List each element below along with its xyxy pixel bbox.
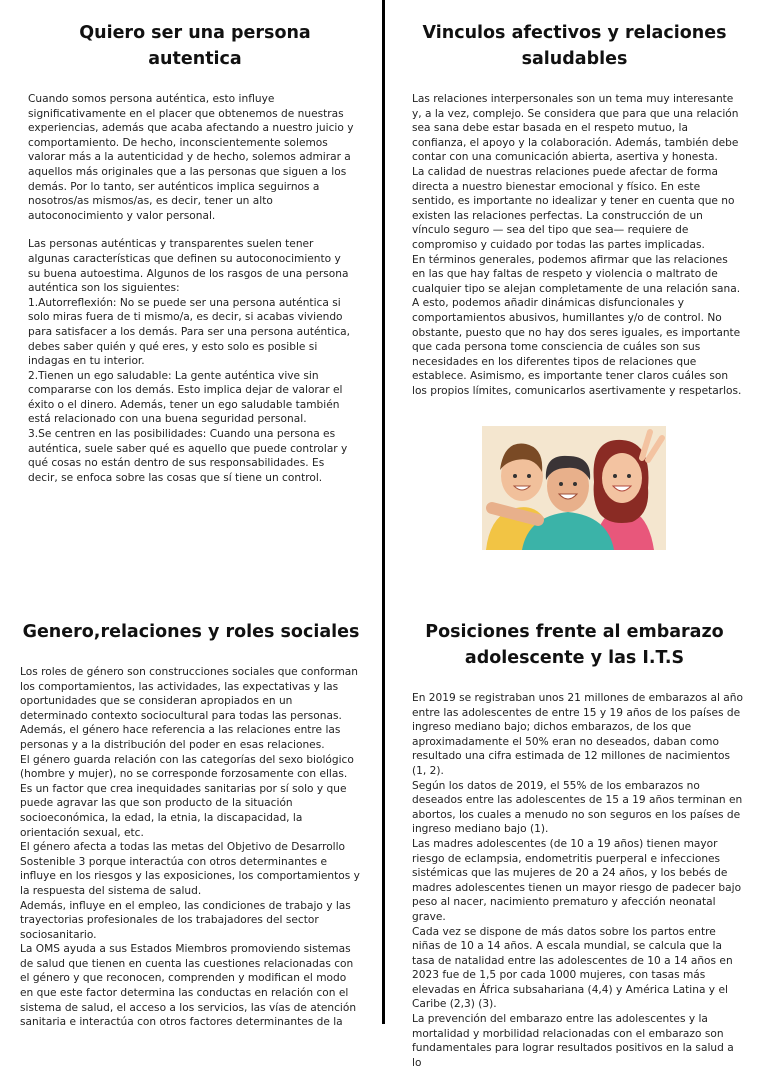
paragraph-body: Las relaciones interpersonales son un tema muy interesante y, a la vez, complejo. Se considera que para que una relación sea sana debe estar basada en el respeto mutuo, la confianza, el apoyo y la colaboración. Además, también debe contar con una comunicación abierta, asertiva y honesta. La calidad de nuestras relaciones puede afectar de forma directa a nuestro bienestar emocional y físico. En este sentido, es importante no idealizar y tener en cuenta que no existen las relaciones perfectas. La construcción de un vínculo seguro — sea del tipo que sea— requiere de compromiso y cuidado por todas las partes implicadas. En términos generales, podemos afirmar que las relaciones en las que hay faltas de respeto y violencia o maltrato de cualquier tipo se alejan completamente de una relación sana. A esto, podemos añadir dinámicas disfuncionales y comportamientos abusivos, humillantes y/o de control. No obstante, puesto que no hay dos seres iguales, es importante que cada persona tome consciencia de cuáles son sus necesidades en los diferentes tipos de relaciones que establece. Asimismo, es importante tener claros cuáles son los propios límites, comunicarlos asertivamente y respetarlos. — [412, 93, 742, 397]
section-gender-roles — [20, 619, 362, 1030]
section-title: Quiero ser una persona autentica — [79, 23, 311, 69]
section-healthy-relationships — [402, 20, 747, 398]
paragraph-body: En 2019 se registraban unos 21 millones de embarazos al año entre las adolescentes de entre 15 y 19 años de los países de ingreso mediano bajo; dichos embarazos, de los que aproximadamente el 50% eran no deseados, daban como resultado una cifra estimada de 12 millones de nacimientos (1, 2). Según los datos de 2019, el 55% de los embarazos no deseados entre las adolescentes de 15 a 19 años terminan en abortos, los cuales a menudo no son seguros en los países de ingreso mediano bajo (1). Las madres adolescentes (de 10 a 19 años) tienen mayor riesgo de eclampsia, endometritis puerperal e infecciones sistémicas que las mujeres de 20 a 24 años, y los bebés de madres adolescentes tienen un mayor riesgo de padecer bajo peso al nacer, nacimiento prematuro y afección neonatal grave. Cada vez se dispone de más datos sobre los partos entre niñas de 10 a 14 años. A escala mundial, se calcula que la tasa de natalidad entre las adolescentes de 10 a 14 años en 2023 fue de 1,5 por cada 1000 mujeres, con tasas más elevadas en África subsahariana (4,4) y América Latina y el Caribe (2,3) (3). La prevención del embarazo entre las adolescentes y la mortalidad y morbilidad relacionadas con el embarazo son fundamentales para lograr resultados positivos en la salud a lo — [412, 692, 743, 1069]
paragraph-traits: Las personas auténticas y transparentes suelen tener algunas características que definen su autoconocimiento y su buena autoestima. Algunos de los rasgos de una persona auténtica son los siguientes: 1.Autorreflexión: No se puede ser una persona auténtica si solo miras fuera de ti mismo/a, es decir, si acabas viviendo para satisfacer a los demás. Para ser una persona auténtica, debes saber quién y qué eres, y esto solo es posible si indagas en tu interior. 2.Tienen un ego saludable: La gente auténtica vive sin compararse con los demás. Esto implica dejar de valorar el éxito o el dinero. Además, tener un ego saludable también está relacionado con una buena seguridad personal. 3.Se centren en las posibilidades: Cuando una persona es auténtica, suele saber qué es aquello que puede controlar y qué cosas no están dentro de sus responsabilidades. Es decir, se enfoca sobre las cosas que sí tiene un control. — [28, 238, 351, 484]
section-title: Genero,relaciones y roles sociales — [22, 622, 360, 642]
paragraph-body: Los roles de género son construcciones sociales que conforman los comportamientos, las actividades, las expectativas y las oportunidades que se consideran apropiados en un determinado contexto sociocultural para todas las personas. Además, el género hace referencia a las relaciones entre las personas y a la distribución del poder en esas relaciones. El género guarda relación con las categorías del sexo biológico (hombre y mujer), no se corresponde forzosamente con ellas. Es un factor que crea inequidades sanitarias por sí solo y que puede agravar las que son producto de la situación socioeconómica, la edad, la etnia, la discapacidad, la orientación sexual, etc. El género afecta a todas las metas del Objetivo de Desarrollo Sostenible 3 porque interactúa con otros determinantes e influye en los riesgos y las exposiciones, los comportamientos y la respuesta del sistema de salud. Además, influye en el empleo, las condiciones de trabajo y las trayectorias profesionales de los trabajadores del sector sociosanitario. La OMS ayuda a sus Estados Miembros promoviendo sistemas de salud que tienen en cuenta las cuestiones relacionadas con el género y que reconocen, comprenden y modifican el modo en que este factor determina las conductas en relación con el sistema de salud, el acceso a los servicios, las vías de atención sanitaria e interactúa con otros factores determinantes de la — [20, 666, 360, 1029]
paragraph-intro: Cuando somos persona auténtica, esto influye significativamente en el placer que obtenemos de nuestras experiencias, además que acaba afectando a nuestro juicio y comportamiento. De hecho, inconscientemente solemos valorar más a la autenticidad y de hecho, solemos admirar a aquellos más originales que a las personas que siguen a los demás. Por lo tanto, ser auténticos implica seguirnos a nosotros/as mismos/as, es decir, tener un alto autoconocimiento y valor personal. — [28, 93, 354, 222]
section-title: Vinculos afectivos y relaciones saludables — [422, 23, 727, 69]
friends-selfie-illustration — [482, 426, 666, 550]
center-divider — [382, 0, 385, 1024]
section-authentic-person — [22, 20, 358, 485]
section-teen-pregnancy — [402, 619, 747, 1070]
section-title: Posiciones frente al embarazo adolescente y las I.T.S — [425, 622, 724, 668]
